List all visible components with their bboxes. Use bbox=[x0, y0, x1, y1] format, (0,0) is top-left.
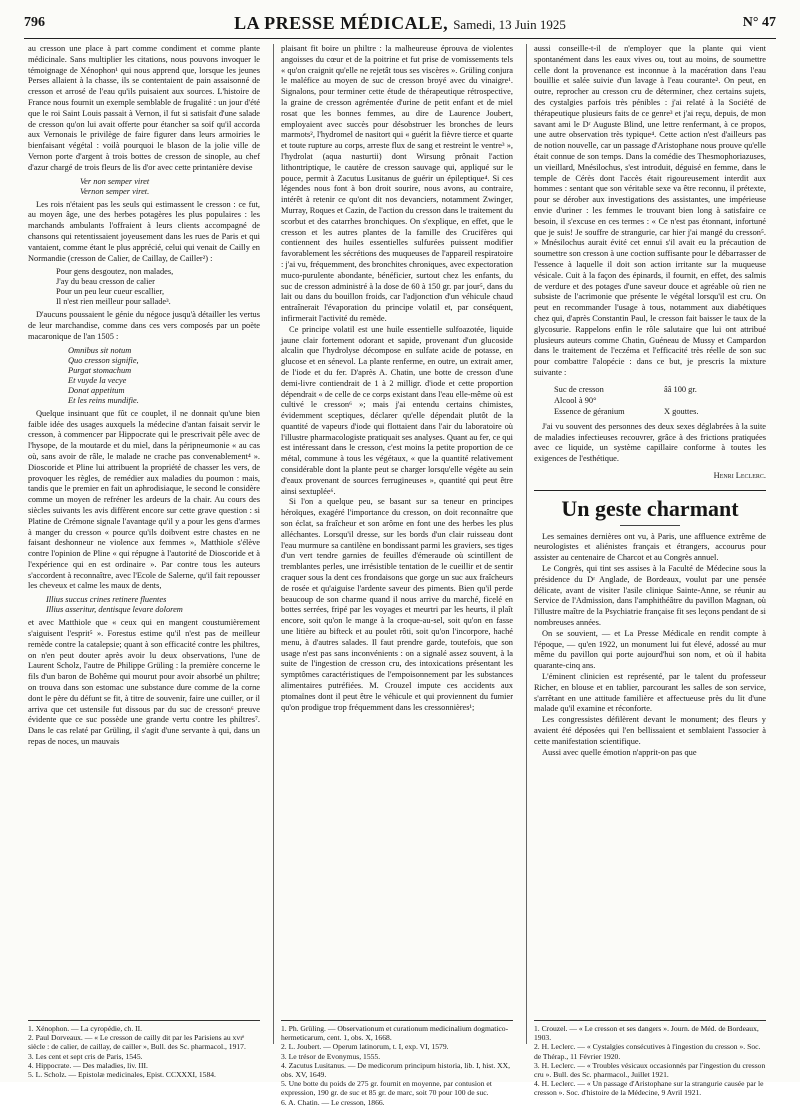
footnote: 1. Crouzel. — « Le cresson et ses dangers ». Journ. de Méd. de Bordeaux, 1903. bbox=[534, 1024, 759, 1043]
footnote: 3. Le trésor de Evonymus, 1555. bbox=[281, 1051, 381, 1061]
verse-line: Purgat stomachum bbox=[68, 365, 132, 375]
paragraph: J'ai vu souvent des personnes des deux sexes déglabrées à la suite de maladies infectieuses recouvrer, grâce à des frictions pratiquées avec ce liquide, un système capillaire conforme à toutes les exigences de l'esthétique. bbox=[534, 421, 766, 464]
verse-line: Illius succus crines retinere fluentes bbox=[46, 595, 167, 605]
quantity: ââ 100 gr. bbox=[664, 384, 697, 394]
ingredient: Suc de cresson bbox=[554, 384, 604, 394]
issue-number: N° 47 bbox=[742, 15, 776, 30]
ingredient: Essence de géranium bbox=[554, 406, 625, 416]
verse-line: Et vuyde la vecye bbox=[68, 375, 127, 385]
journal-name: LA PRESSE MÉDICALE, bbox=[234, 13, 449, 33]
footnote: 2. H. Leclerc. — « Cystalgies consécutives à l'ingestion du cresson ». Soc. de Thérap., 11 Février 1920. bbox=[534, 1042, 761, 1061]
prescription bbox=[554, 384, 766, 417]
macaronic-verse bbox=[68, 346, 260, 406]
footnote: 2. L. Joubert. — Operum latinorum, t. I, exp. VI, 1579. bbox=[281, 1042, 449, 1052]
paragraph: L'éminent clinicien est représenté, par le talent du professeur Richer, en blouse et en tablier, parcourant les salles de son service, s'arrêtant en une attitude familière et affectueuse près du lit d'une malade qu'il examine et réconforte. bbox=[534, 672, 766, 714]
verse-line: Donat appetitum bbox=[68, 385, 125, 395]
column-divider bbox=[526, 44, 527, 1044]
footnotes-column-3 bbox=[534, 1020, 766, 1098]
paragraph: aussi conseille-t-il de n'employer que la plante qui vient spontanément dans les eaux vives ou, tout au moins, de soumettre celle dont la provenance est inconnue à la macération dans l'eau bouillie et salée suivie d'un lavage à l'eau courante². On peut, en outre, reprocher au cresson cru de déterminer, chez certains sujets, des cystalgies parfois très pénibles : j'ai relaté à la Société de thérapeutique plusieurs faits de ce genre³ et j'ai reçu, depuis, de mon savant ami le Dʳ Auguste Blind, une lettre renfermant, à ce propos, une autre observation très typique⁴. Cette action n'est d'ailleurs pas de notion nouvelle, car un passage d'Aristophane nous prouve qu'elle était connue de son temps. Dans la comédie des Thesmophoriazuses, un vieillard, Mnésilochus, s'est introduit, déguisé en femme, dans le temple de Cérès dont l'accès était rigoureusement interdit aux hommes : sentant que son véritable sexe va être reconnu, il prétexte, pour se dérober aux investigations des assistantes, une impérieuse envie d'uriner : les femmes le trouvant bien long à satisfaire ce besoin, il s'excuse en ces termes : « Ce n'est pas étonnant, infortuné que je suis! Je souffre de strangurie, car hier j'ai mangé du cresson⁵. » Mnésilochus aurait évité cet ennui s'il avait eu la précaution de soumettre son cresson à une coction suffisante pour le débarrasser de l'essence à laquelle il doit son action irritante sur la muqueuse vésicale. Cuit à la façon des épinards, il fournit, en effet, des salmis de verdure et des potages d'une saveur douce et agréable où rien ne subsiste de l'acrimonie que présente le végétal lorsqu'il est cru. On peut en recommander l'usage à tous, notamment aux diabétiques chez qui, d'après Constantin Paul, le cresson fait baisser le taux de la glycosurie. Rappelons enfin le rôle salutaire que lui ont attribué plusieurs auteurs comme Chatin, Guéneau de Mussy et Campardon dans le traitement de l'eczéma et l'efficacité très réelle de son suc pour combattre l'alopécie : dans ce but, je prescris la mixture suivante : bbox=[534, 44, 766, 377]
verse-line: Ver non semper viret bbox=[80, 176, 150, 186]
footnote: 4. Hippocrate. — Des maladies, liv. III. bbox=[28, 1060, 148, 1070]
paragraph: Si l'on a quelque peu, se basant sur sa teneur en principes héroïques, exagéré l'importance du cresson, on doit reconnaître que son éclat, sa fraîcheur et son arôme en font une des herbes les plus alléchantes. Lorsqu'il dresse, sur les bords d'un clair ruisseau dont l'eau murmure sa cantilène en bondissant parmi les graviers, ses tiges d'un vert tendre garnies de feuilles d'émeraude où scintillent de tremblantes perles, une irrésistible tentation de le cueillir et de sentir craquer sous la dent ces frondaisons que gorge un suc aux fraîcheurs de rosée et qu'aiguise l'ardente saveur des piments. Bien qu'il perde beaucoup de son charme quand il nous arrive du marché, ficelé en bottes serrées, fripé par les voyages et meurtri par les heurts, il plaît encore, soit qu'on le mange à la croque-au-sel, soit qu'on en fasse une litière au bifteck et au poulet rôti, soit qu'on l'incorpore, haché menu, à d'autres salades. Il faut prendre garde, toutefois, que son usage n'est pas sans inconvénients : on a signalé assez souvent, à la suite de l'ingestion de cresson cru, des intoxications présentant les symptômes caractéristiques de l'empoisonnement par les substances alimentaires putréfiées. M. Crouzel impute ces accidents aux ptomaïnes dont il peut être le véhicule et qui proviennent du fumier qu'on prodigue trop fréquemment dans les cressonnières¹; bbox=[281, 497, 513, 712]
footnote-rule bbox=[534, 1020, 766, 1021]
paragraph: Les semaines dernières ont vu, à Paris, une affluence extrême de neurologistes et aliénistes français et étrangers, accourus pour assister au centenaire de Charcot et au Congrès annuel. bbox=[534, 531, 766, 563]
verse-line: Il n'est rien meilleur pour sallade³. bbox=[56, 297, 171, 307]
vernon-motto bbox=[80, 177, 260, 197]
page-header bbox=[24, 11, 776, 35]
column-divider bbox=[273, 44, 274, 1044]
verse-line: Illius asseritur, dentisque levare dolorem bbox=[46, 605, 183, 615]
issue-date: Samedi, 13 Juin 1925 bbox=[453, 17, 566, 32]
prescription-row bbox=[554, 395, 766, 406]
footnote-rule bbox=[28, 1020, 260, 1021]
footnote: 2. Paul Dorveaux. — « Le cresson de cailly dit par les Parisiens au xvıᵉ siècle : de calier, de caillay, de cailler », Bull. des Sc. pharmacol., 1917. bbox=[28, 1033, 246, 1052]
paragraph: Quelque insinuant que fût ce couplet, il ne donnait qu'une bien faible idée des usages auxquels la médecine d'antan faisait servir le cresson, à commencer par Hippocrate qui le prescrivait pêle avec de l'hysope, de la moutarde et du miel, dans la péripneumonie « au cas où, sans avoir de râle, le malade ne crache pas convenablement⁴ ». Dioscoride et Pline lui attribuent la propriété de chasser les vers, de provoquer les règles, de remédier aux maladies du poumon : mais, tandis que le premier en fait un aphrodisiaque, le second le considère comme un moyen de refréner les ardeurs de la chair. Au cours des siècles suivants les avis diffèrent encore sur cette grave question : si Platine de Crémone signale l'avantage qu'il y a pour les gens d'armes à manger du cresson « pource qu'ils doibvent estre chastes en ne faisant deshonneur ne violence aux femmes », Matthiole s'élève contre l'opinion de Pline « qui répugne à l'autorité de Dioscoride et à l'expérience qui en est ordinaire ». Par contre tous les auteurs s'accordent à reconnaître, avec l'Ecole de Salerne, qu'il fait repousser les cheveux et calme les maux de dents, bbox=[28, 408, 260, 591]
footnotes-column-1 bbox=[28, 1020, 260, 1079]
footnote: 3. Les cent et sept cris de Paris, 1545. bbox=[28, 1051, 143, 1061]
footnote-rule bbox=[281, 1020, 513, 1021]
footnote: 3. H. Leclerc. — « Troubles vésicaux occasionnés par l'ingestion du cresson cru ». Bull. des Sc. pharmacol., Juillet 1921. bbox=[534, 1060, 766, 1080]
paragraph: Les congressistes défilèrent devant le monument; des fleurs y avaient été déposées qui l'en bellissaient et semblaient l'associer à cette manifestation scientifique. bbox=[534, 715, 766, 746]
paragraph: au cresson une place à part comme condiment et comme plante médicinale. Sans multiplier les citations, nous pouvons invoquer le témoignage de Xénophon¹ qui nous apprend que, lorsque les jeunes Perses allaient à la chasse, ils se contentaient de pain assaisonné de cresson et arrosé de l'eau qu'ils puisaient aux sources. L'histoire de France nous fournit un exemple semblable de frugalité : un jour d'été que le roi Saint Louis passait à Vernon, il fut si satisfait d'une salade de cresson qu'on lui avait offerte pour étancher sa soif qu'il accorda aux Vernonais le privilège de faire figurer dans leurs armoiries le bienfaisant végétal : voilà pourquoi le blason de la jolie ville de Vernon porte d'argent à trois bottes de cresson de sinople, au chef d'azur chargé de trois fleurs de lis d'or avec cette printanière devise bbox=[28, 44, 260, 172]
verse-line: Quo cresson signifie, bbox=[68, 355, 139, 365]
header-rule bbox=[24, 38, 776, 39]
footnotes-column-2 bbox=[281, 1020, 513, 1107]
paragraph: Le Congrès, qui tint ses assises à la Faculté de Médecine sous la présidence du Dʳ Anglade, de Bordeaux, voulut par une pensée délicate, avant de visiter l'asile clinique Sainte-Anne, se réunir au Service de l'Admission, dans l'amphithéâtre du pavillon Magnan, où l'illustre maître de la Psychiatrie française fit ses leçons pendant de si nombreuses années. bbox=[534, 564, 766, 628]
author-signature: Henri Leclerc. bbox=[713, 470, 766, 480]
street-song bbox=[56, 267, 260, 307]
paragraph: Ce principe volatil est une huile essentielle sulfoazotée, liquide jaune clair fortement odorant et sapide, provenant d'un glucoside alcalin que l'hydrolyse décompose en sulfate acide de potasse, en glucose et en sénevol. La plante renferme, en outre, un extrait amer, de l'iode et du fer. D'après A. Chatin, une botte de cresson d'une demi-livre contiendrait de 1 à 2 milligr. d'iode et cette proportion dépendrait « de celle de ce corps existant dans l'eau elle-même où est cultivé le cresson⁶ »; mais j'ai entendu certains chimistes, évidemment sceptiques, déclarer qu'elle dépendait plutôt de la quantité de vapeurs d'iode qui flottaient dans l'air du laboratoire où l'illustre pharmacologiste pratiquait ses analyses. Quant au fer, ce qui est intéressant dans le cresson, c'est moins la petite proportion de ce métal, commune à tous les végétaux, « que la quantité relativement considérable dont la plante peut se charger lorsqu'elle végète au sein d'eaux provenant de sources ferrugineuses », quantité qui peut être ainsi sextuplée⁶. bbox=[281, 324, 513, 496]
footnote: 1. Ph. Grüling. — Observationum et curationum medicinalium dogmatico-hermeticarum, cent. 1, obs. X, 1668. bbox=[281, 1024, 509, 1043]
verse-line: Vernon semper viret. bbox=[80, 186, 150, 196]
verse-line: Omnibus sit notum bbox=[68, 345, 132, 355]
verse-line: Pour gens desgoutez, non malades, bbox=[56, 267, 174, 277]
paragraph: Aussi avec quelle émotion n'apprit-on pas que bbox=[542, 747, 697, 757]
paragraph: D'aucuns poussaient le génie du négoce jusqu'à détailler les vertus de leur marchandise, comme dans ces vers composés par un poète macaronique de l'an 1505 : bbox=[28, 310, 260, 341]
paragraph: et avec Matthiole que « ceux qui en mangent coustumièrement s'aiguisent l'esprit⁵ ». Forestus estime qu'il n'est pas de meilleur remède contre la catalepsie; quant à son efficacité contre les philtres, on n'en peut douter après avoir lu deux observations, l'une de Laurent Scholz, l'autre de Philippe Grüling : la première concerne le fils d'un baron de Bohême qui mourut pour avoir absorbé un philtre; on trouva dans son estomac une substance dure comme de la corne dont le père du défunt se fit, à titre de souvenir, faire une cuiller, or il arriva que cet ustensile fut dissous par du suc de cresson⁶ preuve évidente que ce suc possède une grande vertu contre les philtres⁷. Dans le cas relaté par Grüling, il s'agit d'une servante à qui, dans un repas de noces, un mauvais bbox=[28, 618, 260, 747]
footnote: 6. A. Chatin. — Le cresson, 1866. bbox=[281, 1097, 385, 1107]
verse-line: Et les reins mundifie. bbox=[68, 395, 139, 405]
salerno-verse bbox=[46, 595, 260, 615]
journal-title bbox=[24, 13, 776, 34]
page-number: 796 bbox=[24, 15, 45, 30]
section-rule bbox=[534, 490, 766, 491]
quantity: X gouttes. bbox=[664, 406, 699, 416]
article-column-2 bbox=[281, 44, 513, 1014]
article-column-3 bbox=[534, 44, 766, 1014]
footnote: 1. Xénophon. — La cyropédie, ch. II. bbox=[28, 1024, 143, 1033]
ingredient: Alcool à 90° bbox=[554, 395, 597, 405]
title-underline bbox=[620, 525, 680, 526]
paragraph: On se souvient, — et La Presse Médicale en rendit compte à l'époque, — qu'en 1922, un monument lui fut élevé, adossé au mur même du pavillon qui porte aujourd'hui son nom, et où il habita quarante-cinq ans. bbox=[534, 628, 766, 671]
article-column-1 bbox=[28, 44, 260, 1014]
paragraph: plaisant fit boire un philtre : la malheureuse éprouva de violentes angoisses du cœur et de la poitrine et fut prise de vomissements tels « qu'on craignit qu'elle ne rejetât tous ses viscères ». Grüling conjura le maléfice au moyen de suc de cresson broyé avec du vinaigre¹. Signalons, pour terminer cette étude de thérapeutique rétrospective, la graine de cresson agrémentée d'urine de petit enfant et de miel rosat que les bonnes femmes, au dire de Laurence Joubert, employaient avec succès pour désobstruer les bronches de leurs marmots², l'hydromel de nasitort qui « guérit la fièvre tierce et quarte et toute rupture au corps, arreste flux de sang et restreint le ventre³ », l'hydrolat (aqua nasturtii) dont Wirsung prônait l'action lithontriptique, le cautère de cresson sauvage qui, appliqué sur le pouce, permit à Zacutus Lusitanus de guérir un épileptique⁴. Si ces légendes nous font à bon droit sourire, nous avons, au contraire, intérêt à retenir ce qu'ont dit nos devanciers, notamment Zwinger, Murray, Roques et Cazin, de l'action du cresson dans le traitement du scorbut et des catarrhes bronchiques. On s'explique, en effet, que le cresson et les autres plantes de la famille des Crucifères qui contiennent des huiles essentielles sulfurées puissent modifier favorablement les sécrétions des muqueuses de l'appareil respiratoire : j'ai vu, fréquemment, des bronchites chroniques, avec expectoration muco-purulente abondante, bénéficier, surtout chez les enfants, du suc de cresson administré à la dose de 60 à 150 gr. par jour⁵, dans du lait ou dans du bouillon froids, car l'adjonction d'un véhicule chaud entraînerait l'évaporation du principe volatil et, par conséquent, infirmerait l'activité du remède. bbox=[281, 44, 513, 323]
footnote: 4. Zacutus Lusitanus. — De medicorum principum historia, lib. I, hist. XX, obs. XV, 1649. bbox=[281, 1060, 511, 1080]
verse-line: J'ay du beau cresson de calier bbox=[56, 277, 155, 287]
paragraph: Les rois n'étaient pas les seuls qui estimassent le cresson : ce fut, au moyen âge, une des herbes potagères les plus populaires : les marchands ambulants l'offraient à leurs clients accompagné de chansons qui retentissaient joyeusement dans les rues de Paris et qui vantaient, comme étant le plus apprécié, celui qui venait de Cailly en Normandie (cresson de Calier, de Caillay, de Cailler²) : bbox=[28, 199, 260, 263]
footnote: 5. Une botte du poids de 275 gr. fournit en moyenne, par contusion et expression, 190 gr. de suc et 85 gr. de marc, soit 70 pour 100 de suc. bbox=[281, 1079, 492, 1098]
section-title: Un geste charmant bbox=[561, 495, 739, 521]
footnote: 5. L. Scholz. — Epistolæ medicinales, Epist. CCXXXI, 1584. bbox=[28, 1070, 216, 1080]
footnote: 4. H. Leclerc. — « Un passage d'Aristophane sur la strangurie causée par le cresson ». Soc. d'histoire de la Médecine, 9 Avril 1921. bbox=[534, 1079, 764, 1098]
verse-line: Pour un peu leur cueur escallier, bbox=[56, 287, 165, 297]
prescription-row bbox=[554, 384, 766, 395]
prescription-row bbox=[554, 406, 766, 417]
